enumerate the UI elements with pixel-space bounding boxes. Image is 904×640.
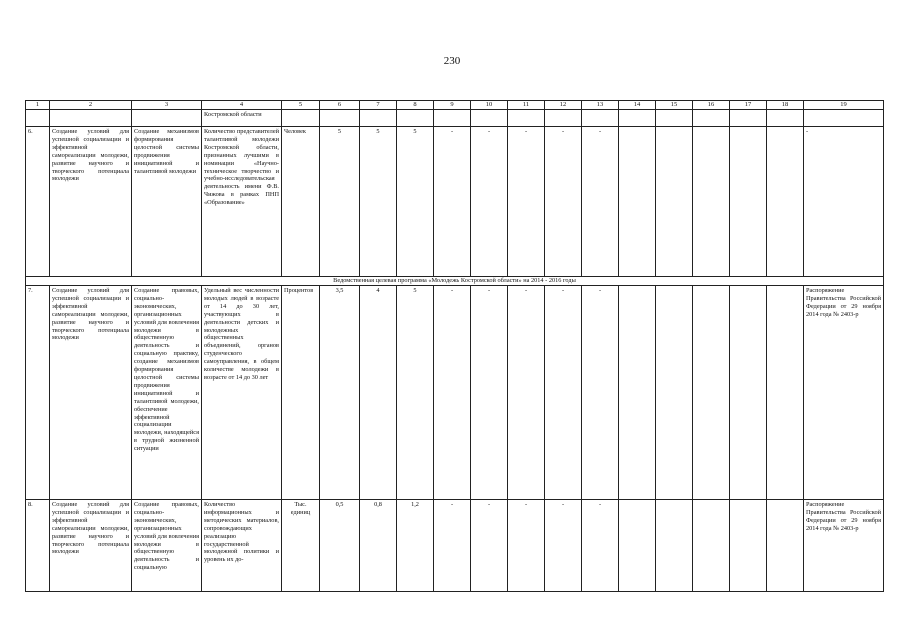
value-cell: - (471, 286, 508, 500)
task-cell: Создание правовых, социально-экономических, организационных условий для вовлечения молодежи в общественную деятельность и социальную (132, 500, 202, 592)
table-row (26, 500, 884, 592)
value-cell: 5 (360, 127, 397, 277)
program-band-row (26, 277, 884, 286)
col-header: 6 (320, 101, 360, 110)
indicator-cell: Количество представителей талантливой молодежи Костромской области, признанных лучшими в номинации «Научно-техническое творчество и учебно-исследовательская деятельность имени Ф.В. Чижова в рамках ПНП «Образование» (202, 127, 282, 277)
row-number: 8. (26, 500, 50, 592)
value-cell (693, 127, 730, 277)
value-cell: 1,2 (397, 500, 434, 592)
value-cell (767, 500, 804, 592)
page-number: 230 (443, 55, 461, 67)
unit-cell: Процентов (282, 286, 320, 500)
goal-cell: Создание условий для успешной социализации и эффективной самореализации молодежи, развитие научного и творческого потенциала молодежи (50, 500, 132, 592)
value-cell (619, 500, 656, 592)
value-cell (767, 127, 804, 277)
continuation-row (26, 110, 884, 127)
unit-cell: Человек (282, 127, 320, 277)
value-cell (619, 127, 656, 277)
table-row (26, 286, 884, 500)
table-row (26, 127, 884, 277)
value-cell (730, 127, 767, 277)
value-cell: - (471, 127, 508, 277)
value-cell (730, 500, 767, 592)
col-header: 11 (508, 101, 545, 110)
row-number: 6. (26, 127, 50, 277)
value-cell: - (434, 286, 471, 500)
col-header: 8 (397, 101, 434, 110)
value-cell (619, 286, 656, 500)
value-cell: 4 (360, 286, 397, 500)
col-header: 13 (582, 101, 619, 110)
value-cell: - (582, 500, 619, 592)
value-cell: 0,8 (360, 500, 397, 592)
value-cell: - (545, 500, 582, 592)
goal-cell: Создание условий для успешной социализации и эффективной самореализации молодежи, развитие научного и творческого потенциала молодежи (50, 127, 132, 277)
value-cell: - (508, 127, 545, 277)
unit-cell: Тыс. единиц (282, 500, 320, 592)
basis-cell: Распоряжение Правительства Российской Федерации от 29 ноября 2014 года № 2403-р (804, 286, 884, 500)
indicator-cell: Удельный вес численности молодых людей в возрасте от 14 до 30 лет, участвующих в деятельности детских и молодежных общественных объединений, органов студенческого самоуправления, в общем количестве молодежи в возрасте от 14 до 30 лет (202, 286, 282, 500)
value-cell (656, 127, 693, 277)
value-cell (656, 286, 693, 500)
value-cell: - (545, 127, 582, 277)
col-header: 17 (730, 101, 767, 110)
value-cell: 3,5 (320, 286, 360, 500)
value-cell (730, 286, 767, 500)
value-cell: 0,5 (320, 500, 360, 592)
col-header: 12 (545, 101, 582, 110)
value-cell: 5 (397, 127, 434, 277)
col-header: 7 (360, 101, 397, 110)
value-cell: - (434, 127, 471, 277)
value-cell: - (471, 500, 508, 592)
value-cell (656, 500, 693, 592)
value-cell: 5 (397, 286, 434, 500)
col-header: 15 (656, 101, 693, 110)
basis-cell: Распоряжение Правительства Российской Федерации от 29 ноября 2014 года № 2403-р (804, 500, 884, 592)
value-cell: - (582, 286, 619, 500)
value-cell: - (582, 127, 619, 277)
value-cell: 5 (320, 127, 360, 277)
value-cell (767, 286, 804, 500)
col-header: 9 (434, 101, 471, 110)
basis-cell: - (804, 127, 884, 277)
task-cell: Создание механизмов формирования целостной системы продвижения инициативной и талантливой молодежи (132, 127, 202, 277)
indicator-cell: Количество информационных и методических материалов, сопровождающих реализацию государственной молодежной политики и уровень их до- (202, 500, 282, 592)
column-number-row (26, 101, 884, 110)
value-cell: - (434, 500, 471, 592)
col-header: 4 (202, 101, 282, 110)
row-number: 7. (26, 286, 50, 500)
value-cell (693, 500, 730, 592)
goal-cell: Создание условий для успешной социализации и эффективной самореализации молодежи, развитие научного и творческого потенциала молодежи (50, 286, 132, 500)
col-header: 19 (804, 101, 884, 110)
col-header: 18 (767, 101, 804, 110)
indicators-table (25, 100, 884, 592)
col-header: 1 (26, 101, 50, 110)
col-header: 3 (132, 101, 202, 110)
col-header: 16 (693, 101, 730, 110)
col-header: 2 (50, 101, 132, 110)
value-cell: - (508, 286, 545, 500)
col-header: 14 (619, 101, 656, 110)
col-header: 10 (471, 101, 508, 110)
program-band: Ведомственная целевая программа «Молодежь Костромской области» на 2014 - 2016 годы (26, 277, 884, 286)
value-cell: - (545, 286, 582, 500)
value-cell: - (508, 500, 545, 592)
value-cell (693, 286, 730, 500)
continuation-cell: Костромской области (202, 110, 282, 127)
task-cell: Создание правовых, социально-экономических, организационных условий для вовлечения молодежи в общественную деятельность и социальную практику, создание механизмов формирования целостной системы продвижения инициативной и талантливой молодежи, обеспечение эффективной социализации молодежи, находящейся в трудной жизненной ситуации (132, 286, 202, 500)
col-header: 5 (282, 101, 320, 110)
